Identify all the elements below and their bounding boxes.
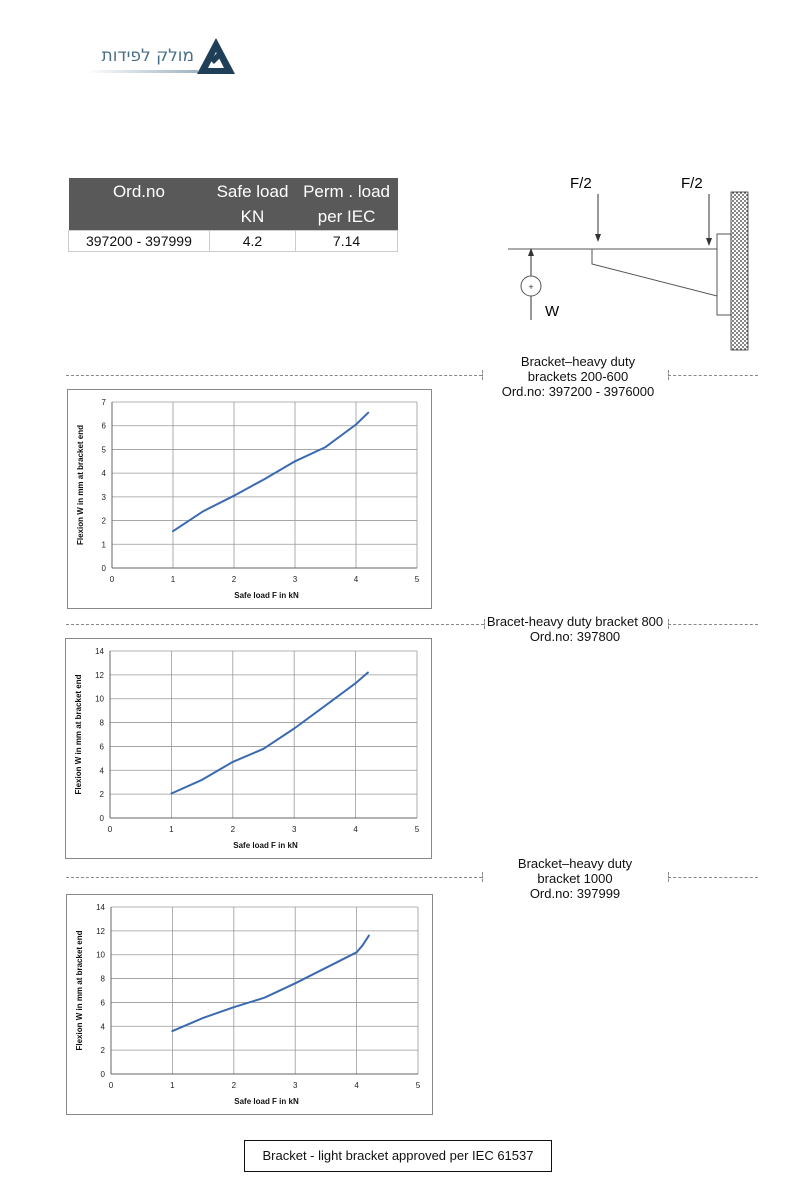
x-tick-label: 1 (170, 1081, 175, 1090)
series-line (171, 673, 368, 794)
header-text: Perm . load (303, 182, 391, 201)
x-tick-label: 4 (353, 575, 359, 584)
x-tick-label: 1 (170, 575, 176, 584)
flexion-chart-1 (67, 389, 432, 609)
y-tick-label: 2 (101, 516, 106, 526)
table-cell: 397200 - 397999 (69, 231, 210, 252)
y-tick-label: 8 (100, 974, 105, 984)
y-axis-label: Flexion W in mm at bracket end (74, 674, 83, 795)
x-tick-label: 5 (414, 575, 420, 584)
y-axis-label: Flexion W in mm at bracket end (75, 930, 84, 1051)
y-tick-label: 10 (96, 950, 105, 960)
x-tick-label: 4 (353, 825, 358, 834)
force-label-left: F/2 (570, 175, 592, 192)
caption-line: Ord.no: 397200 - 3976000 (501, 384, 655, 399)
flexion-chart-2 (65, 638, 432, 859)
y-tick-label: 12 (96, 926, 105, 936)
y-tick-label: 6 (100, 998, 105, 1008)
flexion-chart-3 (66, 894, 433, 1115)
logo-triangle-icon (196, 36, 236, 76)
section-divider (668, 877, 758, 878)
y-tick-label: 10 (95, 694, 104, 704)
logo-underline (86, 70, 198, 73)
y-tick-label: 8 (99, 718, 104, 728)
deflection-label: W (545, 303, 560, 320)
y-tick-label: 2 (99, 790, 104, 800)
company-logo (86, 36, 236, 78)
x-tick-label: 3 (292, 575, 298, 584)
section-divider (66, 624, 484, 625)
y-tick-label: 3 (101, 492, 106, 502)
y-tick-label: 5 (101, 445, 106, 455)
y-tick-label: 0 (101, 564, 106, 573)
x-tick-label: 0 (107, 825, 113, 834)
y-axis-label: Flexion W in mm at bracket end (76, 424, 85, 546)
header-text: per IEC (317, 207, 376, 226)
series-line (173, 413, 368, 532)
y-tick-label: 2 (100, 1046, 105, 1056)
caption-line: Ord.no: 397999 (529, 886, 621, 901)
caption-line: Bracket–heavy duty (520, 354, 636, 369)
section-caption (480, 354, 676, 399)
y-tick-label: 12 (95, 670, 104, 680)
section-divider (66, 877, 482, 878)
section-divider (66, 375, 482, 376)
series-line (172, 936, 369, 1032)
x-tick-label: 0 (109, 575, 115, 584)
x-tick-label: 2 (231, 575, 237, 584)
x-tick-label: 3 (291, 825, 297, 834)
y-tick-label: 14 (95, 647, 104, 656)
x-tick-label: 2 (230, 825, 236, 834)
x-tick-label: 3 (292, 1081, 298, 1090)
logo-text: מולק לפידות (101, 46, 194, 66)
caption-line: Bracet-heavy duty bracket 800 (486, 614, 664, 629)
x-tick-label: 5 (414, 825, 420, 834)
header-safe-load (209, 178, 295, 231)
y-tick-label: 4 (99, 766, 104, 776)
y-tick-label: 7 (101, 398, 106, 407)
x-tick-label: 2 (231, 1081, 237, 1090)
x-tick-label: 0 (108, 1081, 114, 1090)
section-divider-tick (668, 872, 669, 882)
table-header-row (69, 178, 398, 231)
svg-text:+: + (528, 282, 534, 292)
header-perm-load (296, 178, 398, 231)
x-axis-label: Safe load F in kN (234, 1097, 299, 1106)
y-tick-label: 0 (99, 814, 104, 823)
header-text: KN (240, 207, 265, 226)
x-tick-label: 5 (415, 1081, 421, 1090)
header-text: Safe load (216, 182, 289, 201)
header-ord-no (69, 178, 210, 231)
y-tick-label: 4 (101, 469, 106, 479)
y-tick-label: 1 (101, 540, 106, 550)
caption-line: Bracket–heavy duty (517, 856, 633, 871)
y-tick-label: 14 (96, 903, 105, 912)
bracket-load-diagram (500, 168, 760, 358)
table-cell: 7.14 (296, 231, 398, 252)
section-divider (668, 624, 758, 625)
section-caption (482, 614, 668, 644)
section-caption (482, 856, 668, 901)
x-tick-label: 4 (354, 1081, 359, 1090)
force-label-right: F/2 (681, 175, 703, 192)
section-divider (668, 375, 758, 376)
footer-note: Bracket - light bracket approved per IEC 61537 (244, 1140, 552, 1172)
spec-table (68, 178, 398, 252)
table-row (69, 231, 398, 252)
x-axis-label: Safe load F in kN (233, 841, 298, 850)
x-tick-label: 1 (169, 825, 174, 834)
section-divider-tick (668, 619, 669, 629)
header-text: Ord.no (112, 182, 165, 201)
y-tick-label: 6 (99, 742, 104, 752)
table-cell: 4.2 (209, 231, 295, 252)
y-tick-label: 0 (100, 1070, 105, 1079)
y-tick-label: 4 (100, 1022, 105, 1032)
caption-line: Ord.no: 397800 (529, 629, 621, 644)
x-axis-label: Safe load F in kN (234, 591, 299, 600)
y-tick-label: 6 (101, 421, 106, 431)
caption-line: brackets 200-600 (527, 369, 629, 384)
caption-line: bracket 1000 (537, 871, 613, 886)
